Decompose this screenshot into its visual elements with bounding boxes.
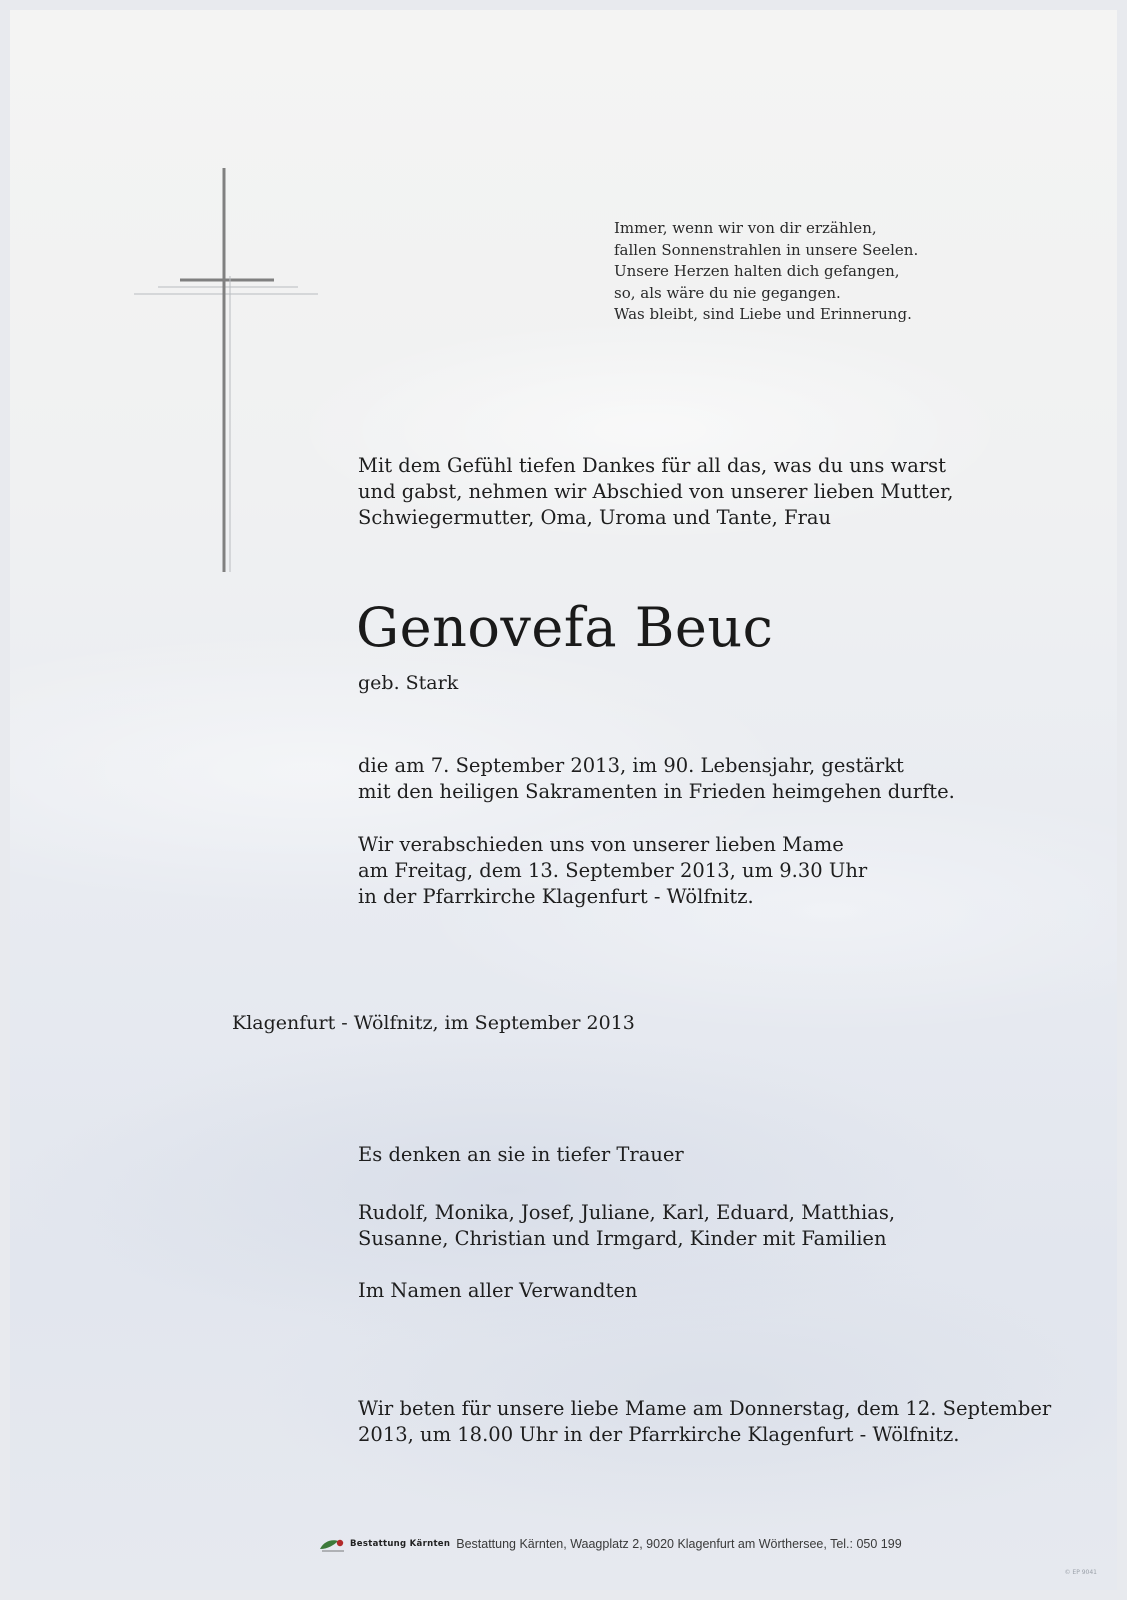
footer xyxy=(318,1532,902,1556)
relatives-note: Im Namen aller Verwandten xyxy=(358,1279,638,1302)
poem-line: Unsere Herzen halten dich gefangen, xyxy=(614,262,900,280)
poem-line: Was bleibt, sind Liebe und Erinnerung. xyxy=(614,305,912,323)
mourners-list xyxy=(358,1200,998,1252)
corner-code: © EP 9041 xyxy=(1064,1569,1097,1576)
farewell-line: am Freitag, dem 13. September 2013, um 9.30 Uhr xyxy=(358,859,868,882)
mourners-line: Rudolf, Monika, Josef, Juliane, Karl, Eduard, Matthias, xyxy=(358,1201,896,1224)
death-notice-line: die am 7. September 2013, im 90. Lebensjahr, gestärkt xyxy=(358,754,904,777)
prayer-notice xyxy=(358,1396,1052,1448)
deceased-name: Genovefa Beuc xyxy=(356,596,774,659)
footer-address: Bestattung Kärnten, Waagplatz 2, 9020 Klagenfurt am Wörthersee, Tel.: 050 199 xyxy=(456,1537,902,1551)
mourners-line: Susanne, Christian und Irmgard, Kinder mit Familien xyxy=(358,1227,887,1250)
poem-line: Immer, wenn wir von dir erzählen, xyxy=(614,219,877,237)
intro-text xyxy=(358,453,978,531)
leaf-icon xyxy=(318,1535,348,1553)
logo-text: Bestattung Kärnten xyxy=(350,1539,451,1549)
poem-line: so, als wäre du nie gegangen. xyxy=(614,283,841,302)
intro-line: Mit dem Gefühl tiefen Dankes für all das, was du uns warst xyxy=(358,454,947,477)
death-notice-line: mit den heiligen Sakramenten in Frieden heimgehen durfte. xyxy=(358,780,955,803)
funeral-home-logo xyxy=(318,1535,450,1553)
prayer-line: 2013, um 18.00 Uhr in der Pfarrkirche Klagenfurt - Wölfnitz. xyxy=(358,1423,960,1446)
intro-line: Schwiegermutter, Oma, Uroma und Tante, Frau xyxy=(358,506,832,529)
mourning-intro: Es denken an sie in tiefer Trauer xyxy=(358,1143,684,1166)
place-date: Klagenfurt - Wölfnitz, im September 2013 xyxy=(232,1012,635,1034)
farewell-line: Wir verabschieden uns von unserer lieben Mame xyxy=(358,833,844,856)
farewell-line: in der Pfarrkirche Klagenfurt - Wölfnitz. xyxy=(358,885,754,908)
cross-icon xyxy=(134,168,324,580)
birth-name: geb. Stark xyxy=(358,672,459,694)
poem xyxy=(614,218,1014,326)
prayer-line: Wir beten für unsere liebe Mame am Donnerstag, dem 12. September xyxy=(358,1397,1052,1420)
death-notice xyxy=(358,753,998,805)
intro-line: und gabst, nehmen wir Abschied von unserer lieben Mutter, xyxy=(358,480,954,503)
poem-line: fallen Sonnenstrahlen in unsere Seelen. xyxy=(614,240,919,259)
farewell-notice xyxy=(358,832,998,910)
